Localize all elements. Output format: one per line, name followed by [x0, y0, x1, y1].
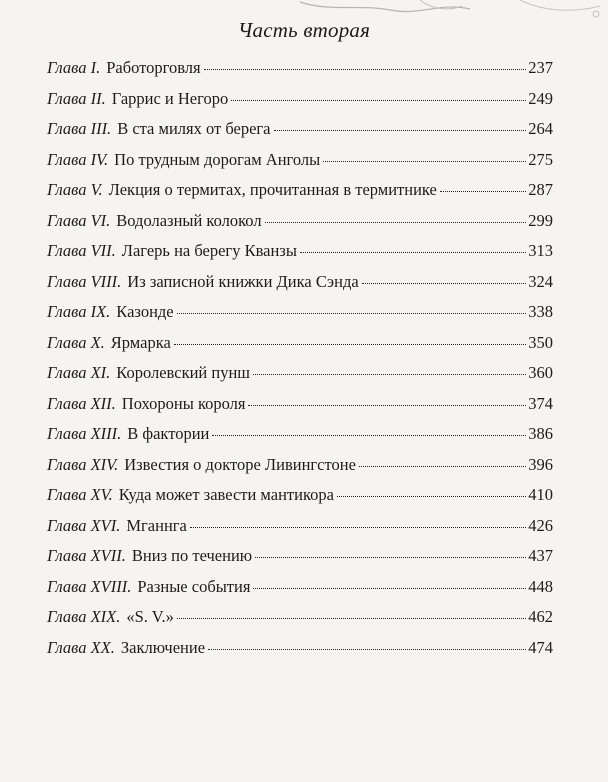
- page-number: 410: [528, 485, 553, 504]
- chapter-title: Мганнга: [126, 515, 187, 535]
- chapter-title: Похороны короля: [121, 393, 246, 413]
- chapter-title: Куда может завести мантикора: [118, 485, 334, 504]
- dot-leader: [255, 557, 526, 558]
- chapter-title: Лагерь на берегу Кванзы: [121, 241, 297, 260]
- dot-leader: [337, 496, 526, 497]
- chapter-title: Гаррис и Негоро: [111, 88, 229, 108]
- chapter-title: Известия о докторе Ливингстоне: [124, 454, 356, 474]
- page-number: 474: [528, 637, 553, 657]
- dot-leader: [440, 191, 526, 192]
- toc-entry[interactable]: [47, 546, 553, 577]
- dot-leader: [248, 405, 526, 406]
- chapter-number: Глава XVIII.: [47, 576, 132, 596]
- chapter-number: Глава XV.: [47, 485, 113, 504]
- toc-entry[interactable]: [47, 241, 553, 272]
- toc-entry[interactable]: [47, 577, 553, 608]
- chapter-number: Глава XIX.: [47, 607, 121, 626]
- chapter-title: В ста милях от берега: [117, 119, 271, 138]
- toc-entry[interactable]: [47, 638, 553, 669]
- dot-leader: [177, 313, 527, 314]
- chapter-number: Глава XVII.: [47, 546, 126, 565]
- page-number: 350: [528, 332, 553, 352]
- dot-leader: [174, 344, 526, 345]
- chapter-number: Глава V.: [47, 180, 103, 199]
- chapter-number: Глава II.: [47, 88, 106, 108]
- chapter-title: Лекция о термитах, прочитанная в термитнике: [108, 180, 437, 199]
- page-number: 437: [528, 546, 553, 565]
- page-number: 313: [528, 241, 553, 260]
- toc-entry[interactable]: [47, 211, 553, 242]
- dot-leader: [274, 130, 527, 131]
- chapter-number: Глава X.: [47, 332, 105, 352]
- page-number: 338: [528, 302, 553, 321]
- chapter-title: Из записной книжки Дика Сэнда: [127, 271, 359, 291]
- page-number: 386: [528, 424, 553, 443]
- dot-leader: [323, 161, 526, 162]
- chapter-number: Глава IX.: [47, 302, 111, 321]
- toc-entry[interactable]: [47, 363, 553, 394]
- dot-leader: [253, 374, 526, 375]
- dot-leader: [212, 435, 526, 436]
- chapter-number: Глава VI.: [47, 210, 111, 230]
- toc-entry[interactable]: [47, 424, 553, 455]
- dot-leader: [177, 618, 526, 619]
- part-title: Часть вторая: [237, 18, 371, 42]
- toc-entry[interactable]: [47, 58, 553, 89]
- chapter-number: Глава VII.: [47, 241, 116, 260]
- toc-entry[interactable]: [47, 180, 553, 211]
- chapter-title: Работорговля: [106, 58, 201, 77]
- page-number: 426: [528, 515, 553, 535]
- dot-leader: [253, 588, 526, 589]
- chapter-number: Глава XX.: [47, 637, 115, 657]
- toc-entry[interactable]: [47, 455, 553, 486]
- toc-entry[interactable]: [47, 272, 553, 303]
- page-number: 324: [528, 271, 553, 291]
- chapter-number: Глава XII.: [47, 393, 116, 413]
- page-number: 237: [528, 58, 553, 77]
- dot-leader: [190, 527, 526, 528]
- chapter-title: Заключение: [120, 637, 206, 657]
- page-number: 448: [528, 576, 553, 596]
- chapter-title: Королевский пунш: [116, 363, 250, 382]
- table-of-contents: [47, 58, 553, 668]
- chapter-number: Глава IV.: [47, 149, 109, 169]
- page-number: 462: [528, 607, 553, 626]
- toc-entry[interactable]: [47, 516, 553, 547]
- dot-leader: [204, 69, 527, 70]
- chapter-title: Казонде: [116, 302, 174, 321]
- chapter-title: Вниз по течению: [131, 546, 253, 565]
- page-number: 275: [528, 149, 553, 169]
- chapter-title: В фактории: [127, 424, 210, 443]
- chapter-number: Глава XI.: [47, 363, 111, 382]
- page-number: 264: [528, 119, 553, 138]
- page-number: 287: [528, 180, 553, 199]
- page-number: 360: [528, 363, 553, 382]
- chapter-title: Разные события: [137, 576, 251, 596]
- dot-leader: [300, 252, 526, 253]
- dot-leader: [208, 649, 526, 650]
- page-number: 374: [528, 393, 553, 413]
- toc-entry[interactable]: [47, 119, 553, 150]
- dot-leader: [231, 100, 526, 101]
- toc-entry[interactable]: [47, 607, 553, 638]
- chapter-number: Глава XIV.: [47, 454, 119, 474]
- toc-entry[interactable]: [47, 89, 553, 120]
- toc-entry[interactable]: [47, 333, 553, 364]
- toc-entry[interactable]: [47, 485, 553, 516]
- chapter-title: «S. V.»: [126, 607, 174, 626]
- toc-entry[interactable]: [47, 150, 553, 181]
- chapter-number: Глава XIII.: [47, 424, 122, 443]
- dot-leader: [359, 466, 526, 467]
- page-number: 249: [528, 88, 553, 108]
- dot-leader: [362, 283, 527, 284]
- chapter-number: Глава VIII.: [47, 271, 122, 291]
- chapter-number: Глава III.: [47, 119, 112, 138]
- chapter-number: Глава I.: [47, 58, 101, 77]
- toc-entry[interactable]: [47, 394, 553, 425]
- chapter-title: Водолазный колокол: [116, 210, 262, 230]
- toc-entry[interactable]: [47, 302, 553, 333]
- chapter-number: Глава XVI.: [47, 515, 121, 535]
- page-number: 299: [528, 210, 553, 230]
- chapter-title: По трудным дорогам Анголы: [114, 149, 321, 169]
- page-number: 396: [528, 454, 553, 474]
- dot-leader: [265, 222, 527, 223]
- chapter-title: Ярмарка: [110, 332, 171, 352]
